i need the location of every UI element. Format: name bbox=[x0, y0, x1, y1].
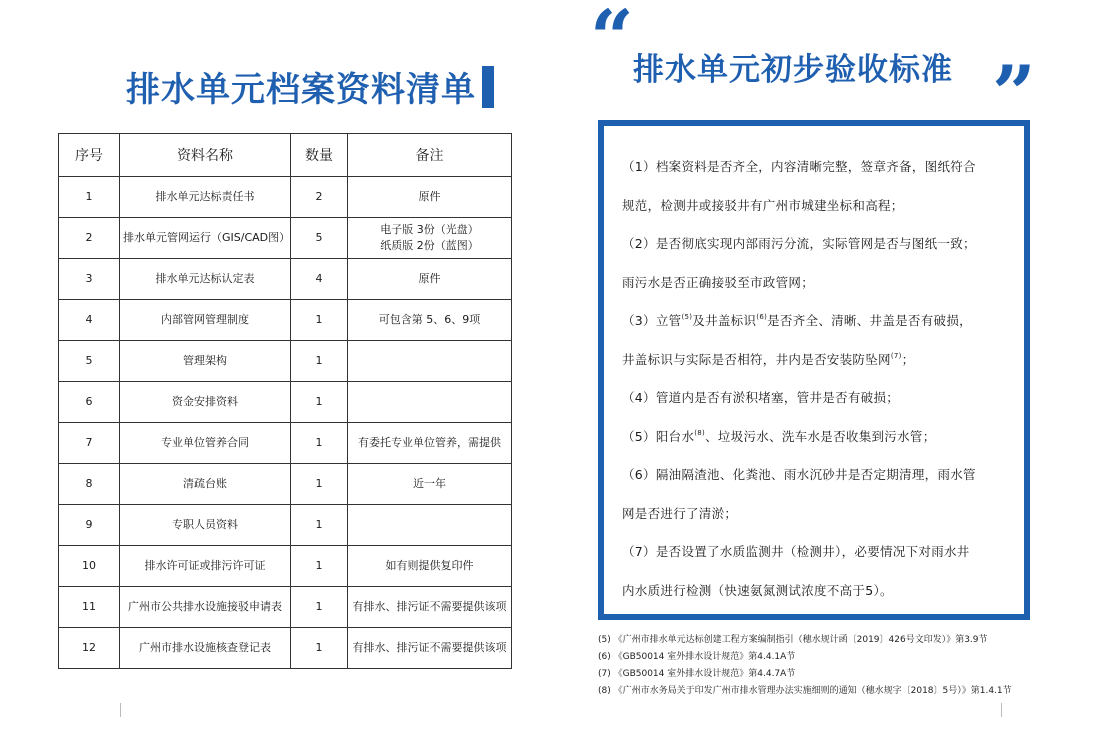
crop-mark bbox=[1001, 703, 1002, 717]
row-name: 排水许可证或排污许可证 bbox=[120, 546, 291, 587]
criteria-line: 规范，检测井或接驳井有广州市城建坐标和高程； bbox=[622, 197, 904, 213]
row-qty: 1 bbox=[291, 546, 348, 587]
table-row bbox=[59, 382, 512, 423]
row-no: 3 bbox=[59, 259, 120, 300]
row-qty: 1 bbox=[291, 587, 348, 628]
criteria-line bbox=[622, 302, 1012, 341]
row-note bbox=[348, 218, 512, 259]
row-no: 2 bbox=[59, 218, 120, 259]
row-name: 专职人员资料 bbox=[120, 505, 291, 546]
row-qty: 2 bbox=[291, 177, 348, 218]
row-no: 5 bbox=[59, 341, 120, 382]
row-note-line-2: 纸质版 2份（蓝图） bbox=[380, 239, 479, 252]
row-note: 如有则提供复印件 bbox=[348, 546, 512, 587]
header-no: 序号 bbox=[59, 134, 120, 177]
crop-mark bbox=[120, 703, 121, 717]
row-no: 9 bbox=[59, 505, 120, 546]
table-row bbox=[59, 259, 512, 300]
row-no: 12 bbox=[59, 628, 120, 669]
criteria-text: 、垃圾污水、洗车水是否收集到污水管； bbox=[705, 428, 936, 444]
header-note: 备注 bbox=[348, 134, 512, 177]
row-note: 有排水、排污证不需要提供该项 bbox=[348, 628, 512, 669]
criteria-line bbox=[622, 341, 1012, 380]
header-qty: 数量 bbox=[291, 134, 348, 177]
row-note-line-1: 电子版 3份（光盘） bbox=[380, 223, 479, 236]
table-row bbox=[59, 218, 512, 259]
row-name: 排水单元达标责任书 bbox=[120, 177, 291, 218]
row-qty: 1 bbox=[291, 300, 348, 341]
footnote: (6) 《GB50014 室外排水设计规范》第4.4.1A节 bbox=[598, 652, 796, 662]
row-name: 清疏台账 bbox=[120, 464, 291, 505]
right-title: 排水单元初步验收标准 bbox=[633, 52, 953, 88]
row-no: 6 bbox=[59, 382, 120, 423]
row-name: 广州市排水设施核查登记表 bbox=[120, 628, 291, 669]
criteria-text: 是否齐全、清晰、井盖是否有破损， bbox=[767, 313, 972, 328]
criteria-line bbox=[622, 418, 1012, 457]
row-no: 8 bbox=[59, 464, 120, 505]
table-row bbox=[59, 464, 512, 505]
criteria-line: （4）管道内是否有淤积堵塞，管井是否有破损； bbox=[622, 390, 900, 405]
footnote-ref: (7) bbox=[890, 351, 902, 360]
row-note bbox=[348, 505, 512, 546]
table-row bbox=[59, 423, 512, 464]
row-qty: 1 bbox=[291, 464, 348, 505]
criteria-line: （1）档案资料是否齐全，内容清晰完整，签章齐备，图纸符合 bbox=[622, 159, 976, 174]
quote-close-icon: ” bbox=[992, 49, 1036, 138]
row-name: 排水单元达标认定表 bbox=[120, 259, 291, 300]
criteria-text: （3）立管 bbox=[622, 313, 682, 328]
row-no: 10 bbox=[59, 546, 120, 587]
footnote: (5) 《广州市排水单元达标创建工程方案编制指引（穗水规计函〔2019〕426号文印发）》第3.9节 bbox=[598, 635, 988, 645]
row-no: 4 bbox=[59, 300, 120, 341]
row-name: 管理架构 bbox=[120, 341, 291, 382]
criteria-line: （2）是否彻底实现内部雨污分流，实际管网是否与图纸一致； bbox=[622, 236, 976, 251]
row-note: 有排水、排污证不需要提供该项 bbox=[348, 587, 512, 628]
header-name: 资料名称 bbox=[120, 134, 291, 177]
footnote-ref: (6) bbox=[756, 313, 768, 321]
criteria-box bbox=[598, 120, 1030, 620]
row-note: 原件 bbox=[348, 177, 512, 218]
row-no: 1 bbox=[59, 177, 120, 218]
table-row bbox=[59, 177, 512, 218]
row-qty: 1 bbox=[291, 341, 348, 382]
row-name: 资金安排资料 bbox=[120, 382, 291, 423]
row-note: 近一年 bbox=[348, 464, 512, 505]
table-row bbox=[59, 505, 512, 546]
table-row bbox=[59, 628, 512, 669]
criteria-text: 及井盖标识 bbox=[692, 313, 757, 328]
footnote-ref: (8) bbox=[694, 428, 706, 437]
table-header-row bbox=[59, 134, 512, 177]
criteria-text: （5）阳台水 bbox=[622, 428, 695, 444]
row-qty: 1 bbox=[291, 505, 348, 546]
criteria-line: 网是否进行了清淤； bbox=[622, 505, 738, 521]
table-row bbox=[59, 587, 512, 628]
table-row bbox=[59, 546, 512, 587]
left-title: 排水单元档案资料清单 bbox=[126, 70, 476, 110]
row-qty: 1 bbox=[291, 628, 348, 669]
row-name: 专业单位管养合同 bbox=[120, 423, 291, 464]
row-name: 内部管网管理制度 bbox=[120, 300, 291, 341]
row-qty: 4 bbox=[291, 259, 348, 300]
criteria-line: （7）是否设置了水质监测井（检测井），必要情况下对雨水井 bbox=[622, 544, 970, 559]
row-qty: 5 bbox=[291, 218, 348, 259]
row-qty: 1 bbox=[291, 382, 348, 423]
row-note bbox=[348, 382, 512, 423]
row-note: 可包含第 5、6、9项 bbox=[348, 300, 512, 341]
row-note bbox=[348, 341, 512, 382]
row-no: 11 bbox=[59, 587, 120, 628]
document-list-table bbox=[58, 133, 512, 669]
criteria-line: 雨污水是否正确接驳至市政管网； bbox=[622, 274, 815, 290]
criteria-line: （6）隔油隔渣池、化粪池、雨水沉砂井是否定期清理，雨水管 bbox=[622, 467, 976, 482]
table-row bbox=[59, 341, 512, 382]
row-name: 排水单元管网运行（GIS/CAD图） bbox=[120, 218, 291, 259]
row-name: 广州市公共排水设施接驳申请表 bbox=[120, 587, 291, 628]
table-row bbox=[59, 300, 512, 341]
row-qty: 1 bbox=[291, 423, 348, 464]
footnote-ref: (5) bbox=[681, 313, 693, 321]
row-note: 原件 bbox=[348, 259, 512, 300]
footnote: (8) 《广州市水务局关于印发广州市排水管理办法实施细则的通知（穗水规字〔2018〕5号）》第1.4.1节 bbox=[598, 686, 1012, 696]
row-no: 7 bbox=[59, 423, 120, 464]
title-accent-bar bbox=[482, 66, 494, 108]
footnote: (7) 《GB50014 室外排水设计规范》第4.4.7A节 bbox=[598, 669, 796, 679]
criteria-text: ； bbox=[901, 351, 915, 367]
criteria-line: 内水质进行检测（快速氨氮测试浓度不高于5）。 bbox=[622, 582, 893, 598]
quote-open-icon: “ bbox=[590, 0, 634, 82]
criteria-text: 井盖标识与实际是否相符，井内是否安装防坠网 bbox=[622, 351, 891, 367]
row-note: 有委托专业单位管养，需提供 bbox=[348, 423, 512, 464]
